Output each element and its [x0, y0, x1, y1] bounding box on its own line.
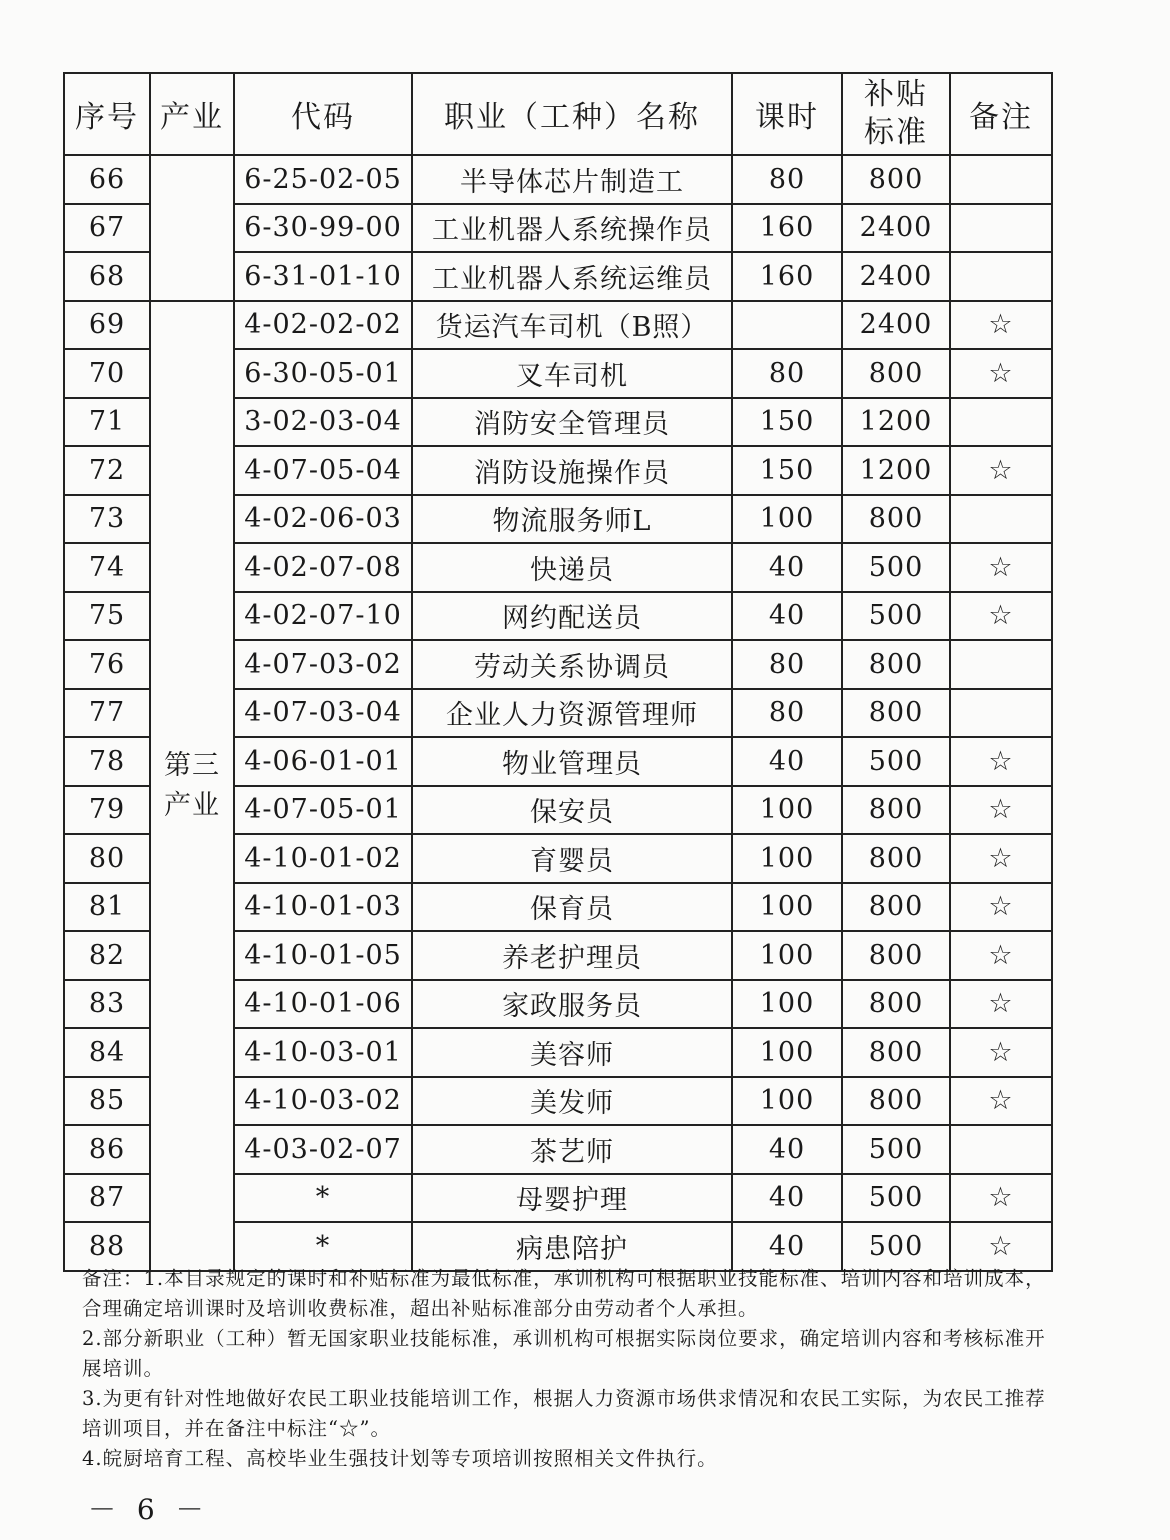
hours-cell: 40 [732, 737, 842, 786]
subsidy-cell: 800 [842, 834, 950, 883]
subsidy-cell: 800 [842, 931, 950, 980]
seq-cell: 71 [64, 398, 150, 447]
subsidy-cell: 800 [842, 495, 950, 544]
occupation-name-cell: 半导体芯片制造工 [412, 155, 732, 204]
hours-cell: 100 [732, 786, 842, 835]
note-star-cell: ☆ [950, 446, 1052, 495]
note-star-cell: ☆ [950, 1222, 1052, 1271]
occupation-name-cell: 病患陪护 [412, 1222, 732, 1271]
hours-cell: 100 [732, 495, 842, 544]
code-cell: 4-10-01-05 [234, 931, 412, 980]
seq-cell: 81 [64, 883, 150, 932]
occupation-name-cell: 美容师 [412, 1028, 732, 1077]
hours-cell: 80 [732, 155, 842, 204]
note-star-cell: ☆ [950, 592, 1052, 641]
seq-cell: 78 [64, 737, 150, 786]
subsidy-cell: 500 [842, 1222, 950, 1271]
hours-cell: 160 [732, 252, 842, 301]
note-star-cell: ☆ [950, 883, 1052, 932]
seq-cell: 74 [64, 543, 150, 592]
header-industry: 产业 [150, 73, 234, 155]
code-cell: * [234, 1222, 412, 1271]
occupation-name-cell: 保育员 [412, 883, 732, 932]
industry-label-line1: 第三 [164, 749, 220, 781]
occupation-name-cell: 企业人力资源管理师 [412, 689, 732, 738]
header-subsidy [842, 73, 950, 155]
subsidy-cell: 2400 [842, 252, 950, 301]
seq-cell: 69 [64, 301, 150, 350]
subsidy-cell: 800 [842, 349, 950, 398]
footnotes [82, 1264, 1052, 1474]
seq-cell: 87 [64, 1174, 150, 1223]
note-star-cell: ☆ [950, 931, 1052, 980]
footnote-4: 4.皖厨培育工程、高校毕业生强技计划等专项培训按照相关文件执行。 [82, 1447, 718, 1470]
note-star-cell: ☆ [950, 786, 1052, 835]
occupation-name-cell: 育婴员 [412, 834, 732, 883]
subsidy-cell: 2400 [842, 301, 950, 350]
subsidy-cell: 800 [842, 1077, 950, 1126]
occupation-name-cell: 货运汽车司机（B照） [412, 301, 732, 350]
note-star-cell [950, 640, 1052, 689]
hours-cell: 100 [732, 931, 842, 980]
seq-cell: 68 [64, 252, 150, 301]
table-body [64, 155, 1052, 1271]
hours-cell: 80 [732, 689, 842, 738]
industry-cell-tertiary [150, 301, 234, 1271]
industry-label-line2: 产业 [164, 789, 220, 821]
code-cell: 4-07-03-02 [234, 640, 412, 689]
subsidy-cell: 1200 [842, 446, 950, 495]
subsidy-cell: 1200 [842, 398, 950, 447]
hours-cell: 100 [732, 980, 842, 1029]
footnote-3: 3.为更有针对性地做好农民工职业技能培训工作，根据人力资源市场供求情况和农民工实际，为农民工推荐培训项目，并在备注中标注“☆”。 [82, 1387, 1046, 1440]
header-name: 职业（工种）名称 [412, 73, 732, 155]
page-number: － 6 － [88, 1493, 210, 1526]
note-star-cell [950, 155, 1052, 204]
seq-cell: 75 [64, 592, 150, 641]
occupation-name-cell: 茶艺师 [412, 1125, 732, 1174]
note-star-cell: ☆ [950, 543, 1052, 592]
note-star-cell: ☆ [950, 301, 1052, 350]
code-cell: 6-30-05-01 [234, 349, 412, 398]
code-cell: * [234, 1174, 412, 1223]
note-star-cell: ☆ [950, 349, 1052, 398]
seq-cell: 66 [64, 155, 150, 204]
occupation-name-cell: 家政服务员 [412, 980, 732, 1029]
hours-cell: 150 [732, 446, 842, 495]
code-cell: 4-02-07-08 [234, 543, 412, 592]
seq-cell: 79 [64, 786, 150, 835]
seq-cell: 88 [64, 1222, 150, 1271]
footnote-1: 备注：1.本目录规定的课时和补贴标准为最低标准，承训机构可根据职业技能标准、培训内容和培训成本，合理确定培训课时及培训收费标准，超出补贴标准部分由劳动者个人承担。 [82, 1267, 1046, 1320]
note-star-cell: ☆ [950, 834, 1052, 883]
header-note: 备注 [950, 73, 1052, 155]
occupation-name-cell: 劳动关系协调员 [412, 640, 732, 689]
occupation-table [63, 72, 1053, 1272]
seq-cell: 86 [64, 1125, 150, 1174]
occupation-name-cell: 物流服务师L [412, 495, 732, 544]
note-star-cell: ☆ [950, 1077, 1052, 1126]
subsidy-cell: 500 [842, 1174, 950, 1223]
header-subsidy-line2: 标准 [864, 115, 928, 150]
hours-cell: 100 [732, 1077, 842, 1126]
note-star-cell [950, 1125, 1052, 1174]
hours-cell: 100 [732, 834, 842, 883]
occupation-name-cell: 消防安全管理员 [412, 398, 732, 447]
occupation-name-cell: 网约配送员 [412, 592, 732, 641]
header-code: 代码 [234, 73, 412, 155]
note-star-cell: ☆ [950, 1028, 1052, 1077]
hours-cell: 160 [732, 204, 842, 253]
subsidy-cell: 800 [842, 786, 950, 835]
industry-cell-blank [150, 155, 234, 301]
subsidy-cell: 500 [842, 737, 950, 786]
occupation-name-cell: 消防设施操作员 [412, 446, 732, 495]
subsidy-cell: 800 [842, 689, 950, 738]
code-cell: 4-10-01-02 [234, 834, 412, 883]
occupation-name-cell: 叉车司机 [412, 349, 732, 398]
hours-cell: 80 [732, 640, 842, 689]
code-cell: 4-10-03-02 [234, 1077, 412, 1126]
occupation-name-cell: 快递员 [412, 543, 732, 592]
occupation-name-cell: 保安员 [412, 786, 732, 835]
table-row [64, 301, 1052, 350]
header-subsidy-line1: 补贴 [864, 77, 928, 112]
code-cell: 4-06-01-01 [234, 737, 412, 786]
seq-cell: 84 [64, 1028, 150, 1077]
hours-cell: 100 [732, 1028, 842, 1077]
note-star-cell: ☆ [950, 1174, 1052, 1223]
code-cell: 6-25-02-05 [234, 155, 412, 204]
seq-cell: 72 [64, 446, 150, 495]
code-cell: 4-07-03-04 [234, 689, 412, 738]
hours-cell [732, 301, 842, 350]
table-header-row [64, 73, 1052, 155]
seq-cell: 85 [64, 1077, 150, 1126]
code-cell: 4-07-05-01 [234, 786, 412, 835]
code-cell: 6-30-99-00 [234, 204, 412, 253]
seq-cell: 82 [64, 931, 150, 980]
code-cell: 4-03-02-07 [234, 1125, 412, 1174]
subsidy-cell: 800 [842, 980, 950, 1029]
seq-cell: 73 [64, 495, 150, 544]
occupation-name-cell: 工业机器人系统运维员 [412, 252, 732, 301]
occupation-name-cell: 工业机器人系统操作员 [412, 204, 732, 253]
occupation-name-cell: 美发师 [412, 1077, 732, 1126]
occupation-name-cell: 养老护理员 [412, 931, 732, 980]
seq-cell: 67 [64, 204, 150, 253]
note-star-cell: ☆ [950, 737, 1052, 786]
table-row [64, 155, 1052, 204]
subsidy-cell: 2400 [842, 204, 950, 253]
subsidy-cell: 800 [842, 155, 950, 204]
subsidy-cell: 800 [842, 1028, 950, 1077]
footnote-2: 2.部分新职业（工种）暂无国家职业技能标准，承训机构可根据实际岗位要求，确定培训内容和考核标准开展培训。 [82, 1327, 1046, 1380]
occupation-name-cell: 母婴护理 [412, 1174, 732, 1223]
note-star-cell [950, 252, 1052, 301]
code-cell: 4-10-01-03 [234, 883, 412, 932]
note-star-cell: ☆ [950, 980, 1052, 1029]
code-cell: 4-02-02-02 [234, 301, 412, 350]
header-seq: 序号 [64, 73, 150, 155]
subsidy-cell: 500 [842, 592, 950, 641]
code-cell: 4-10-03-01 [234, 1028, 412, 1077]
hours-cell: 40 [732, 592, 842, 641]
subsidy-cell: 800 [842, 883, 950, 932]
hours-cell: 40 [732, 1174, 842, 1223]
hours-cell: 150 [732, 398, 842, 447]
subsidy-cell: 500 [842, 1125, 950, 1174]
code-cell: 4-10-01-06 [234, 980, 412, 1029]
seq-cell: 83 [64, 980, 150, 1029]
hours-cell: 100 [732, 883, 842, 932]
header-hours: 课时 [732, 73, 842, 155]
hours-cell: 40 [732, 543, 842, 592]
code-cell: 4-07-05-04 [234, 446, 412, 495]
code-cell: 6-31-01-10 [234, 252, 412, 301]
code-cell: 4-02-07-10 [234, 592, 412, 641]
seq-cell: 76 [64, 640, 150, 689]
note-star-cell [950, 495, 1052, 544]
hours-cell: 40 [732, 1125, 842, 1174]
code-cell: 3-02-03-04 [234, 398, 412, 447]
seq-cell: 70 [64, 349, 150, 398]
note-star-cell [950, 398, 1052, 447]
occupation-name-cell: 物业管理员 [412, 737, 732, 786]
subsidy-cell: 800 [842, 640, 950, 689]
code-cell: 4-02-06-03 [234, 495, 412, 544]
note-star-cell [950, 689, 1052, 738]
note-star-cell [950, 204, 1052, 253]
seq-cell: 80 [64, 834, 150, 883]
hours-cell: 80 [732, 349, 842, 398]
subsidy-cell: 500 [842, 543, 950, 592]
hours-cell: 40 [732, 1222, 842, 1271]
seq-cell: 77 [64, 689, 150, 738]
